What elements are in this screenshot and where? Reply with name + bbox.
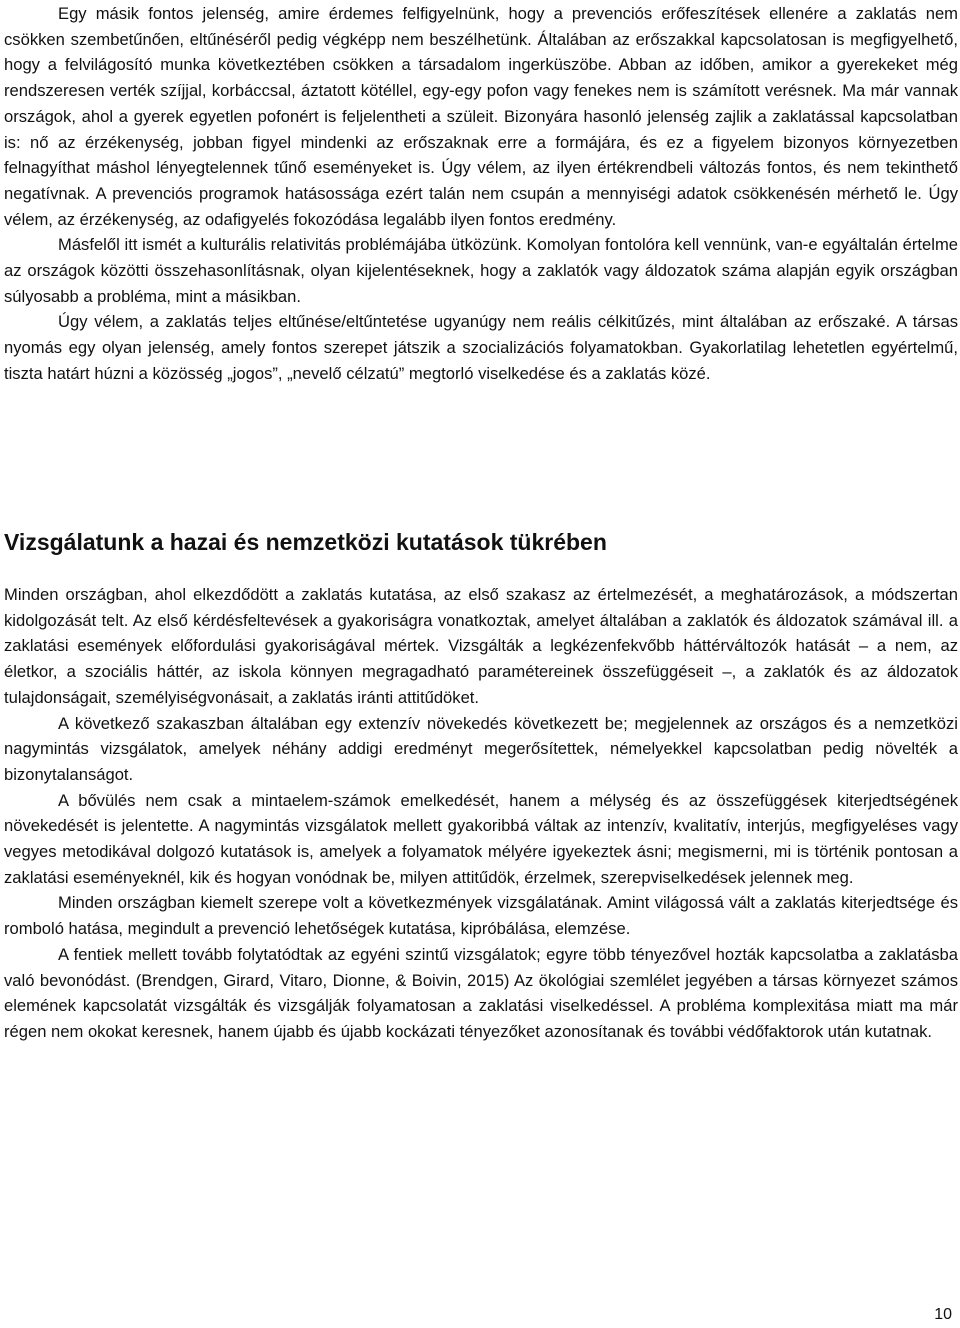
section-text-block [4, 582, 958, 1045]
paragraph: Egy másik fontos jelenség, amire érdemes felfigyelnünk, hogy a prevenciós erőfeszítések ellenére a zaklatás nem csökken szembetűnően, eltűnéséről pedig végképp nem beszélhetünk. Általában az erőszakkal kapcsolatosan is megfigyelhető, hogy a felvilágosító munka következtében csökken a társadalom ingerküszöbe. Abban az időben, amikor a gyerekeket még rendszeresen verték szíjjal, korbáccsal, áztatott kötéllel, egy-egy pofon vagy fenekes nem is számított verésnek. Ma már vannak országok, ahol a gyerek egyetlen pofonért is feljelentheti a szüleit. Bizonyára hasonló jelenség zajlik a zaklatással kapcsolatban is: nő az érzékenység, jobban figyel mindenki az erőszaknak erre a formájára, és ez a figyelem bizonyos környezetben felnagyíthat máshol lényegtelennek tűnő eseményeket is. Úgy vélem, az ilyen értékrendbeli változás fontos, és nem tekinthető negatívnak. A prevenciós programok hatásossága ezért talán nem csupán a mennyiségi adatok csökkenésén mérhető le. Úgy vélem, az érzékenység, az odafigyelés fokozódása legalább ilyen fontos eredmény. [4, 4, 958, 229]
section-heading-block [4, 527, 958, 557]
paragraph: Úgy vélem, a zaklatás teljes eltűnése/eltűntetése ugyanúgy nem reális célkitűzés, mint általában az erőszaké. A társas nyomás egy olyan jelenség, amely fontos szerepet játszik a szocializációs folyamatokban. Gyakorlatilag lehetetlen egyértelmű, tiszta határt húzni a közösség „jogos”, „nevelő célzatú” megtorló viselkedése és a zaklatás közé. [4, 312, 958, 383]
paragraph: Minden országban, ahol elkezdődött a zaklatás kutatása, az első szakasz az értelmezését, a meghatározások, a módszertan kidolgozását telt. Az első kérdésfeltevések a gyakoriságra vonatkoztak, amelyet általában a zaklatók és áldozatok számával ill. a zaklatási események előfordulási gyakoriságával mértek. Vizsgálták a legkézenfekvőbb háttérváltozók hatását – a nem, az életkor, a szociális háttér, az iskola könnyen megragadható paramétereinek összefüggéseit –, a zaklatók és az áldozatok tulajdonságait, személyiségvonásait, a zaklatás iránti attitűdöket. [4, 585, 958, 707]
paragraph: A fentiek mellett tovább folytatódtak az egyéni szintű vizsgálatok; egyre több tényezővel hozták kapcsolatba a zaklatásba való bevonódást. (Brendgen, Girard, Vitaro, Dionne, & Boivin, 2015) Az ökológiai szemlélet jegyében a társas környezet számos elemének kapcsolatát vizsgálták és vizsgálják folyamatosan a zaklatási viselkedéssel. A probléma komplexitása miatt ma már régen nem okokat keresnek, hanem újabb és újabb kockázati tényezőket azonosítanak és további védőfaktorok után kutatnak. [4, 944, 958, 1041]
intro-text-block [4, 1, 958, 387]
page-number: 10 [934, 1306, 952, 1323]
paragraph: Minden országban kiemelt szerepe volt a következmények vizsgálatának. Amint világossá vált a zaklatás kiterjedtsége és romboló hatása, megindult a prevenció lehetőségek kutatása, kipróbálása, elemzése. [4, 893, 958, 939]
section-heading: Vizsgálatunk a hazai és nemzetközi kutatások tükrében [4, 529, 607, 555]
paragraph: A következő szakaszban általában egy extenzív növekedés következett be; megjelennek az országos és a nemzetközi nagymintás vizsgálatok, amelyek néhány addigi eredményt megerősítettek, némelyekkel kapcsolatban pedig növelték a bizonytalanságot. [4, 713, 958, 784]
paragraph: Másfelől itt ismét a kulturális relativitás problémájába ütközünk. Komolyan fontolóra kell vennünk, van-e egyáltalán értelme az országok közötti összehasonlításnak, olyan kijelentéseknek, hogy a zaklatók vagy áldozatok száma alapján egyik országban súlyosabb a probléma, mint a másikban. [4, 235, 958, 306]
paragraph: A bővülés nem csak a mintaelem-számok emelkedését, hanem a mélység és az összefüggések kiterjedtségének növekedését is jelentette. A nagymintás vizsgálatok mellett gyakoribbá váltak az intenzív, kvalitatív, interjús, megfigyeléses vagy vegyes metodikával dolgozó kutatások is, amelyek a folyamatok mélyére igyekeztek ásni; megismerni, mi is történik pontosan a zaklatási eseményeknél, kik és hogyan vonódnak be, milyen attitűdök, érzelmek, szerepviselkedések jelennek meg. [4, 790, 958, 887]
